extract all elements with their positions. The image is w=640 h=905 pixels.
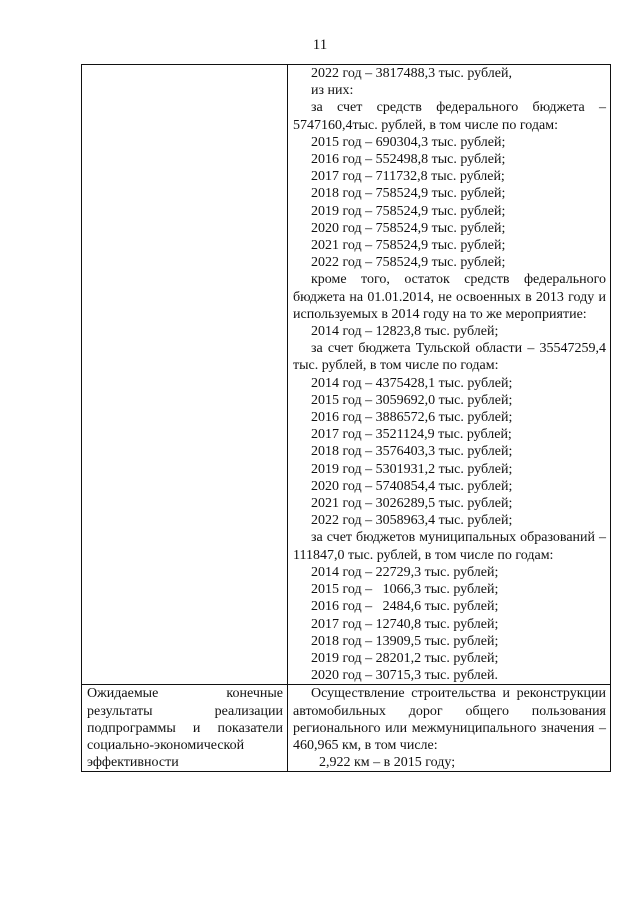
federal-year-line: 2018 год – 758524,9 тыс. рублей; bbox=[311, 186, 506, 202]
federal-year-line: 2021 год – 758524,9 тыс. рублей; bbox=[311, 238, 506, 254]
funding-row bbox=[82, 65, 611, 685]
results-row bbox=[82, 685, 611, 772]
regional-years-list bbox=[293, 375, 606, 530]
regional-year-line: 2015 год – 3059692,0 тыс. рублей; bbox=[311, 392, 513, 408]
results-label-line: подпрограммы и показатели bbox=[87, 720, 283, 736]
municipal-year-line: 2019 год – 28201,2 тыс. рублей; bbox=[311, 650, 499, 666]
federal-years-list bbox=[293, 134, 606, 272]
municipal-year-line: 2020 год – 30715,3 тыс. рублей. bbox=[311, 668, 498, 684]
funding-value-cell bbox=[288, 65, 611, 685]
regional-year-line: 2016 год – 3886572,6 тыс. рублей; bbox=[311, 410, 513, 426]
municipal-year-line: 2017 год – 12740,8 тыс. рублей; bbox=[311, 616, 499, 632]
funding-label-cell bbox=[82, 65, 288, 685]
remainder-year-line: 2014 год – 12823,8 тыс. рублей; bbox=[311, 324, 499, 340]
regional-year-line: 2017 год – 3521124,9 тыс. рублей; bbox=[311, 427, 512, 443]
total-2022-line: 2022 год – 3817488,3 тыс. рублей, bbox=[311, 66, 512, 81]
federal-year-line: 2022 год – 758524,9 тыс. рублей; bbox=[311, 255, 506, 271]
results-label-cell bbox=[82, 685, 288, 772]
results-label-line: социально-экономической bbox=[87, 737, 245, 753]
municipal-year-line: 2014 год – 22729,3 тыс. рублей; bbox=[311, 564, 499, 580]
regional-year-line: 2018 год – 3576403,3 тыс. рублей; bbox=[311, 444, 513, 460]
regional-header: за счет бюджета Тульской области – 35547259,4 тыс. рублей, в том числе по годам: bbox=[293, 341, 606, 374]
federal-year-line: 2015 год – 690304,3 тыс. рублей; bbox=[311, 134, 506, 150]
results-value-cell bbox=[288, 685, 611, 772]
municipal-year-line: 2015 год – 1066,3 тыс. рублей; bbox=[311, 582, 499, 598]
municipal-header: за счет бюджетов муниципальных образований – 111847,0 тыс. рублей, в том числе по годам: bbox=[293, 530, 606, 563]
page-number: 11 bbox=[312, 37, 328, 53]
municipal-years-list bbox=[293, 564, 606, 684]
results-text: Осуществление строительства и реконструкции автомобильных дорог общего пользования регионального или межмуниципального значения – 460,965 км, в том числе: bbox=[293, 686, 606, 753]
of-which-line: из них: bbox=[311, 83, 354, 99]
regional-year-line: 2019 год – 5301931,2 тыс. рублей; bbox=[311, 461, 513, 477]
results-label-line: эффективности bbox=[87, 755, 179, 771]
federal-year-line: 2016 год – 552498,8 тыс. рублей; bbox=[311, 152, 506, 168]
regional-year-line: 2022 год – 3058963,4 тыс. рублей; bbox=[311, 513, 513, 529]
remainder-text: кроме того, остаток средств федерального бюджета на 01.01.2014, не освоенных в 2013 году и используемых в 2014 году на то же мероприятие: bbox=[293, 272, 606, 322]
results-label-line: результаты реализации bbox=[87, 703, 283, 719]
regional-year-line: 2021 год – 3026289,5 тыс. рублей; bbox=[311, 496, 513, 512]
regional-year-line: 2020 год – 5740854,4 тыс. рублей; bbox=[311, 478, 513, 494]
federal-year-line: 2020 год – 758524,9 тыс. рублей; bbox=[311, 220, 506, 236]
passport-table bbox=[81, 64, 611, 772]
municipal-year-line: 2018 год – 13909,5 тыс. рублей; bbox=[311, 633, 499, 649]
municipal-year-line: 2016 год – 2484,6 тыс. рублей; bbox=[311, 599, 499, 615]
federal-year-line: 2019 год – 758524,9 тыс. рублей; bbox=[311, 203, 506, 219]
results-label-line: Ожидаемые конечные bbox=[87, 686, 283, 702]
federal-year-line: 2017 год – 711732,8 тыс. рублей; bbox=[311, 169, 505, 185]
federal-header: за счет средств федерального бюджета – 5747160,4тыс. рублей, в том числе по годам: bbox=[293, 100, 606, 133]
results-first-year: 2,922 км – в 2015 году; bbox=[319, 755, 456, 771]
regional-year-line: 2014 год – 4375428,1 тыс. рублей; bbox=[311, 375, 513, 391]
